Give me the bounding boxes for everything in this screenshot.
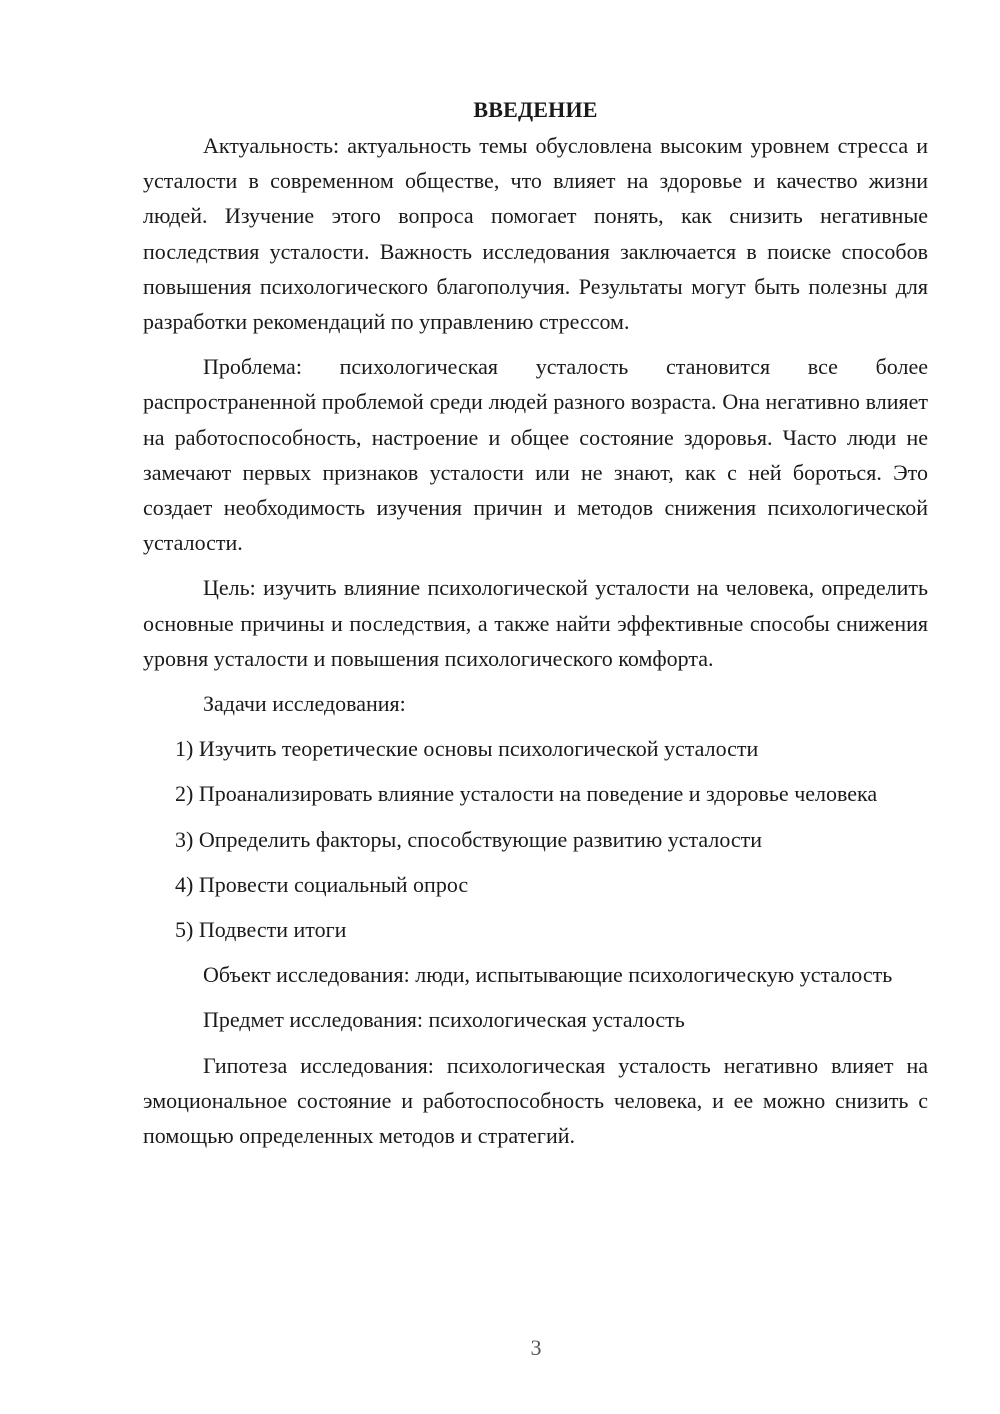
paragraph-hypothesis: Гипотеза исследования: психологическая усталость негативно влияет на эмоциональное состояние и работоспособность человека, и ее можно снизить с помощью определенных методов и стратегий. [143,1052,928,1149]
tasks-heading: Задачи исследования: [203,691,406,717]
task-item: 3) Определить факторы, способствующие развитию усталости [175,826,763,852]
paragraph-goal: Цель: изучить влияние психологической усталости на человека, определить основные причины и последствия, а также найти эффективные способы снижения уровня усталости и повышения психологического комфорта. [143,575,928,671]
task-item: 4) Провести социальный опрос [175,871,469,897]
task-item: 5) Подвести итоги [175,917,347,943]
page-title: ВВЕДЕНИЕ [473,97,598,122]
paragraph-problem: Проблема: психологическая усталость становится все более распространенной проблемой среди людей разного возраста. Она негативно влияет на работоспособность, настроение и общее состояние здоровья. Часто люди не замечают первых признаков усталости или не знают, как с ней бороться. Это создает необходимость изучения причин и методов снижения психологической усталости. [143,354,928,556]
paragraph-object: Объект исследования: люди, испытывающие психологическую усталость [203,962,893,988]
task-item: 2) Проанализировать влияние усталости на поведение и здоровье человека [175,781,878,807]
paragraph-subject: Предмет исследования: психологическая усталость [203,1007,685,1033]
page-content [143,92,928,1153]
page-number: 3 [530,1335,542,1360]
task-item: 1) Изучить теоретические основы психологической усталости [175,736,759,762]
paragraph-relevance: Актуальность: актуальность темы обусловлена высоким уровнем стресса и усталости в современном обществе, что влияет на здоровье и качество жизни людей. Изучение этого вопроса помогает понять, как снизить негативные последствия усталости. Важность исследования заключается в поиске способов повышения психологического благополучия. Результаты могут быть полезны для разработки рекомендаций по управлению стрессом. [143,133,928,335]
